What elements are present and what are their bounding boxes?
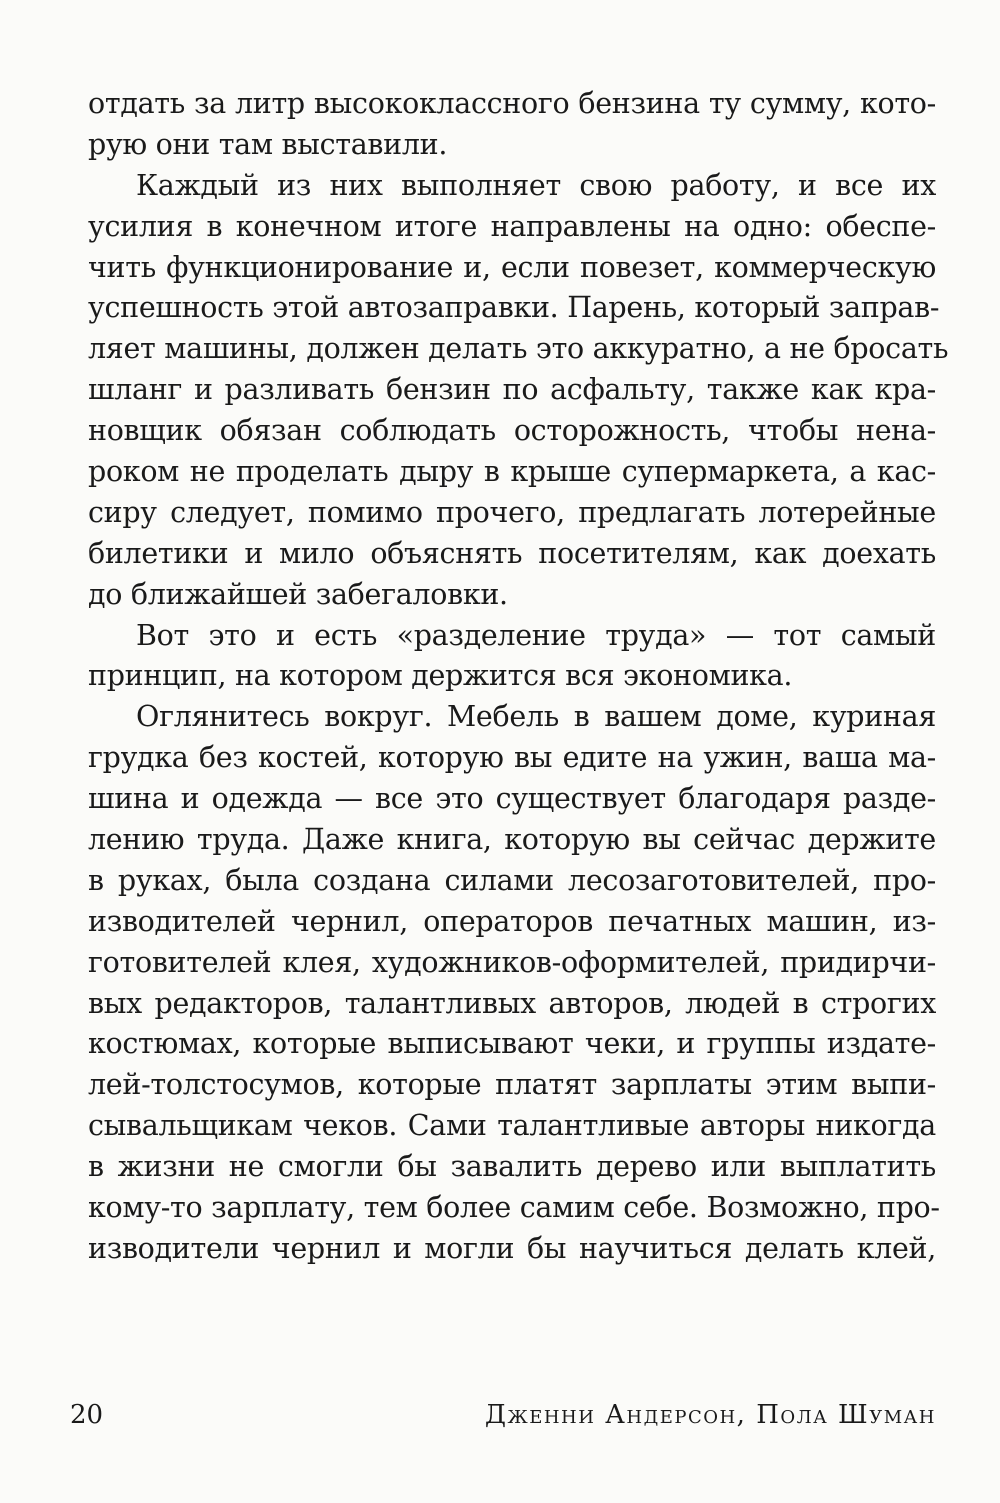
text-line: до ближайшей забегаловки. [88,577,508,611]
running-footer-authors: Дженни Андерсон, Пола Шуман [484,1400,936,1430]
text-line: новщик обязан соблюдать осторожность, чтобы нена- [88,414,936,448]
page-number: 20 [70,1400,104,1430]
text-line: костюмах, которые выписывают чеки, и группы издате- [88,1027,936,1061]
text-line: ляет машины, должен делать это аккуратно, а не бросать [88,332,949,366]
text-line: принцип, на котором держится вся экономика. [88,659,793,693]
text-line: рую они там выставили. [88,127,448,161]
text-line: роком не проделать дыру в крыше супермаркета, а кас- [88,455,936,489]
text-line: успешность этой автозаправки. Парень, который заправ- [88,291,940,325]
text-line: шланг и разливать бензин по асфальту, также как кра- [88,373,936,407]
paragraph [88,616,936,698]
text-line: изводители чернил и могли бы научиться делать клей, [88,1231,936,1265]
paragraph [88,697,940,1269]
text-line: лению труда. Даже книга, которую вы сейчас держите [88,823,936,857]
text-line: чить функционирование и, если повезет, коммерческую [88,250,936,284]
body-text [88,84,949,1270]
text-line: сывальщикам чеков. Сами талантливые авторы никогда [88,1109,936,1143]
text-line: готовителей клея, художников-оформителей, придирчи- [88,945,936,979]
paragraph [88,84,936,166]
text-line: шина и одежда — все это существует благодаря разде- [88,782,936,816]
text-line: усилия в конечном итоге направлены на одно: обеспе- [88,209,936,243]
text-line: кому-то зарплату, тем более самим себе. Возможно, про- [88,1191,940,1225]
text-line: отдать за литр высококлассного бензина ту сумму, кото- [88,87,936,120]
text-line: лей-толстосумов, которые платят зарплаты этим выпи- [88,1068,936,1102]
text-line: Оглянитесь вокруг. Мебель в вашем доме, куриная [136,700,936,734]
text-line: изводителей чернил, операторов печатных машин, из- [88,904,936,938]
text-line: в руках, была создана силами лесозаготовителей, про- [88,863,936,897]
text-line: Каждый из них выполняет свою работу, и все их [136,168,936,202]
text-line: сиру следует, помимо прочего, предлагать лотерейные [88,495,936,529]
text-line: грудка без костей, которую вы едите на ужин, ваша ма- [88,741,936,775]
page-footer [70,1400,936,1430]
text-line: Вот это и есть «разделение труда» — тот самый [136,618,936,652]
text-line: в жизни не смогли бы завалить дерево или выплатить [88,1150,936,1184]
text-line: вых редакторов, талантливых авторов, людей в строгих [88,986,936,1020]
paragraph [88,166,949,616]
text-line: билетики и мило объяснять посетителям, как доехать [88,536,936,570]
